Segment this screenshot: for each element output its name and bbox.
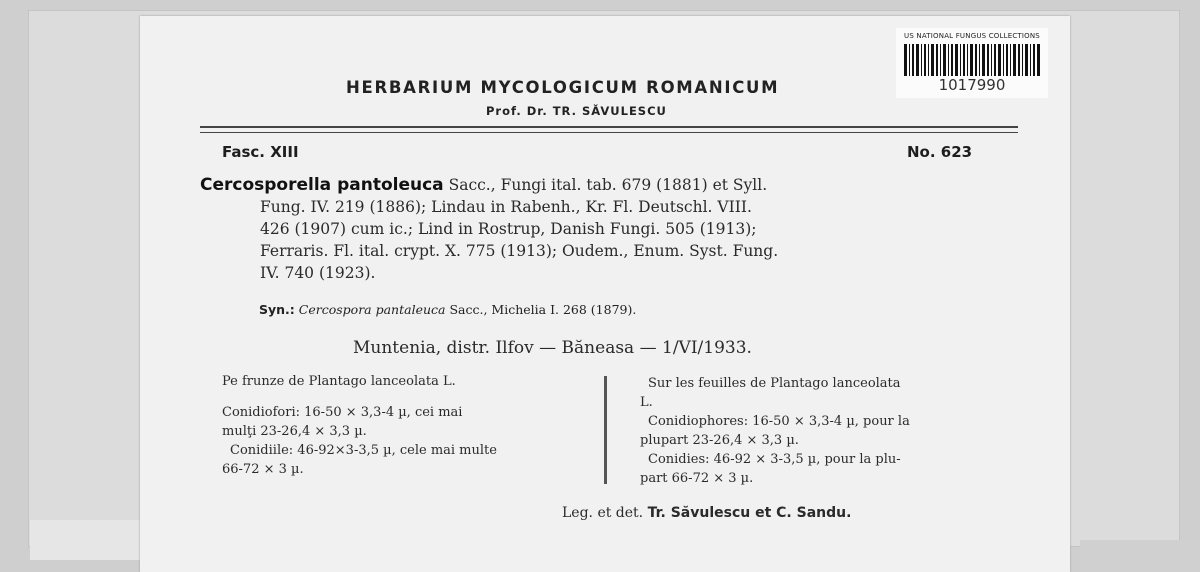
ro-conidiophores-2: mulţi 23-26,4 × 3,3 µ. (222, 424, 367, 439)
collection-locality: Muntenia, distr. Ilfov — Băneasa — 1/VI/1933. (353, 338, 752, 358)
collectors-prefix: Leg. et det. (562, 505, 644, 521)
fr-host-1: Sur les feuilles de Plantago lanceolata (648, 376, 901, 391)
citation-line-2: Fung. IV. 219 (1886); Lindau in Rabenh., Kr. Fl. Deutschl. VIII. (260, 198, 752, 216)
fr-conidiophores-1: Conidiophores: 16-50 × 3,3-4 µ, pour la (648, 414, 910, 429)
synonym-name: Cercospora pantaleuca (298, 302, 446, 317)
ro-host: Pe frunze de Plantago lanceolata L. (222, 374, 456, 389)
ro-conidia-2: 66-72 × 3 µ. (222, 462, 304, 477)
synonym-line (259, 302, 636, 317)
citation-text-1: Sacc., Fungi ital. tab. 679 (1881) et Syll. (448, 176, 768, 194)
collectors-names: Tr. Săvulescu et C. Sandu. (647, 505, 852, 521)
ro-conidiophores-1: Conidiofori: 16-50 × 3,3-4 µ, cei mai (222, 405, 463, 420)
citation-line-3: 426 (1907) cum ic.; Lind in Rostrup, Danish Fungi. 505 (1913); (260, 220, 757, 238)
collectors-line (562, 505, 851, 521)
barcode-icon (904, 44, 1040, 76)
background-fold-right (1080, 540, 1200, 572)
synonym-citation: Sacc., Michelia I. 268 (1879). (449, 302, 637, 317)
fr-host-2: L. (640, 395, 653, 410)
species-citation (200, 174, 1030, 284)
fr-conidiophores-2: plupart 23-26,4 × 3,3 µ. (640, 433, 799, 448)
fascicle-number: Fasc. XIII (222, 143, 299, 161)
herbarium-title: HERBARIUM MYCOLOGICUM ROMANICUM (346, 78, 780, 97)
background-fold-left (30, 520, 145, 560)
herbarium-label (140, 16, 1070, 572)
header-rule-bottom (200, 132, 1018, 133)
fr-conidia-2: part 66-72 × 3 µ. (640, 471, 754, 486)
barcode-number: 1017990 (938, 76, 1006, 94)
exsiccata-number: No. 623 (907, 143, 973, 161)
fr-conidia-1: Conidies: 46-92 × 3-3,5 µ, pour la plu- (648, 452, 901, 467)
herbarium-subtitle: Prof. Dr. TR. SĂVULESCU (486, 104, 667, 118)
barcode-label (896, 28, 1048, 98)
species-name: Cercosporella pantoleuca (200, 175, 444, 195)
column-divider (604, 376, 607, 484)
synonym-label: Syn.: (259, 302, 295, 317)
french-description (640, 374, 1030, 488)
romanian-description (222, 372, 592, 479)
ro-conidia-1: Conidiile: 46-92×3-3,5 µ, cele mai multe (230, 443, 497, 458)
citation-line-5: IV. 740 (1923). (260, 264, 376, 282)
citation-line-4: Ferraris. Fl. ital. crypt. X. 775 (1913); Oudem., Enum. Syst. Fung. (260, 242, 779, 260)
header-rule-top (200, 126, 1018, 128)
barcode-caption: US NATIONAL FUNGUS COLLECTIONS (904, 32, 1040, 40)
citation-line-1 (200, 174, 1030, 196)
